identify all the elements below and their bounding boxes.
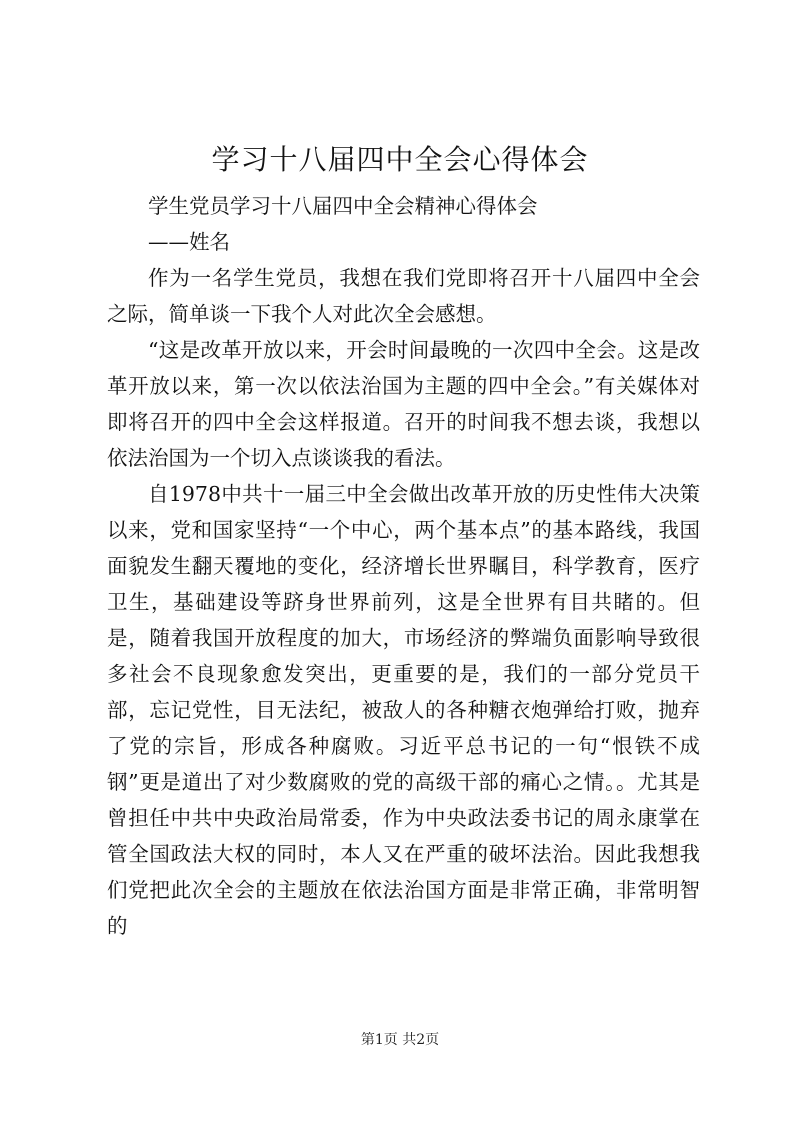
document-title: 学习十八届四中全会心得体会 (211, 143, 589, 176)
document-body (107, 188, 700, 944)
page-footer: 第1页 共2页 (360, 1032, 440, 1048)
author-line: ——姓名 (148, 230, 230, 254)
paragraph-2: “这是改革开放以来，开会时间最晚的一次四中全会。这是改革开放以来，第一次以依法治国为主题的四中全会。”有关媒体对即将召开的四中全会这样报道。召开的时间我不想去谈，我想以依法治国为一个切入点谈谈我的看法。 (107, 338, 700, 470)
paragraph-1: 作为一名学生党员，我想在我们党即将召开十八届四中全会之际，简单谈一下我个人对此次全会感想。 (107, 266, 700, 326)
paragraph-3: 自1978中共十一届三中全会做出改革开放的历史性伟大决策以来，党和国家坚持“一个中心，两个基本点”的基本路线，我国面貌发生翻天覆地的变化，经济增长世界瞩目，科学教育，医疗卫生，基础建设等跻身世界前列，这是全世界有目共睹的。但是，随着我国开放程度的加大，市场经济的弊端负面影响导致很多社会不良现象愈发突出，更重要的是，我们的一部分党员干部，忘记党性，目无法纪，被敌人的各种糖衣炮弹给打败，抛弃了党的宗旨，形成各种腐败。习近平总书记的一句“恨铁不成钢”更是道出了对少数腐败的党的高级干部的痛心之情。。尤其是曾担任中共中央政治局常委，作为中央政法委书记的周永康掌在管全国政法大权的同时，本人又在严重的破坏法治。因此我想我们党把此次全会的主题放在依法治国方面是非常正确，非常明智的 (107, 482, 700, 938)
subtitle-line: 学生党员学习十八届四中全会精神心得体会 (148, 194, 538, 218)
